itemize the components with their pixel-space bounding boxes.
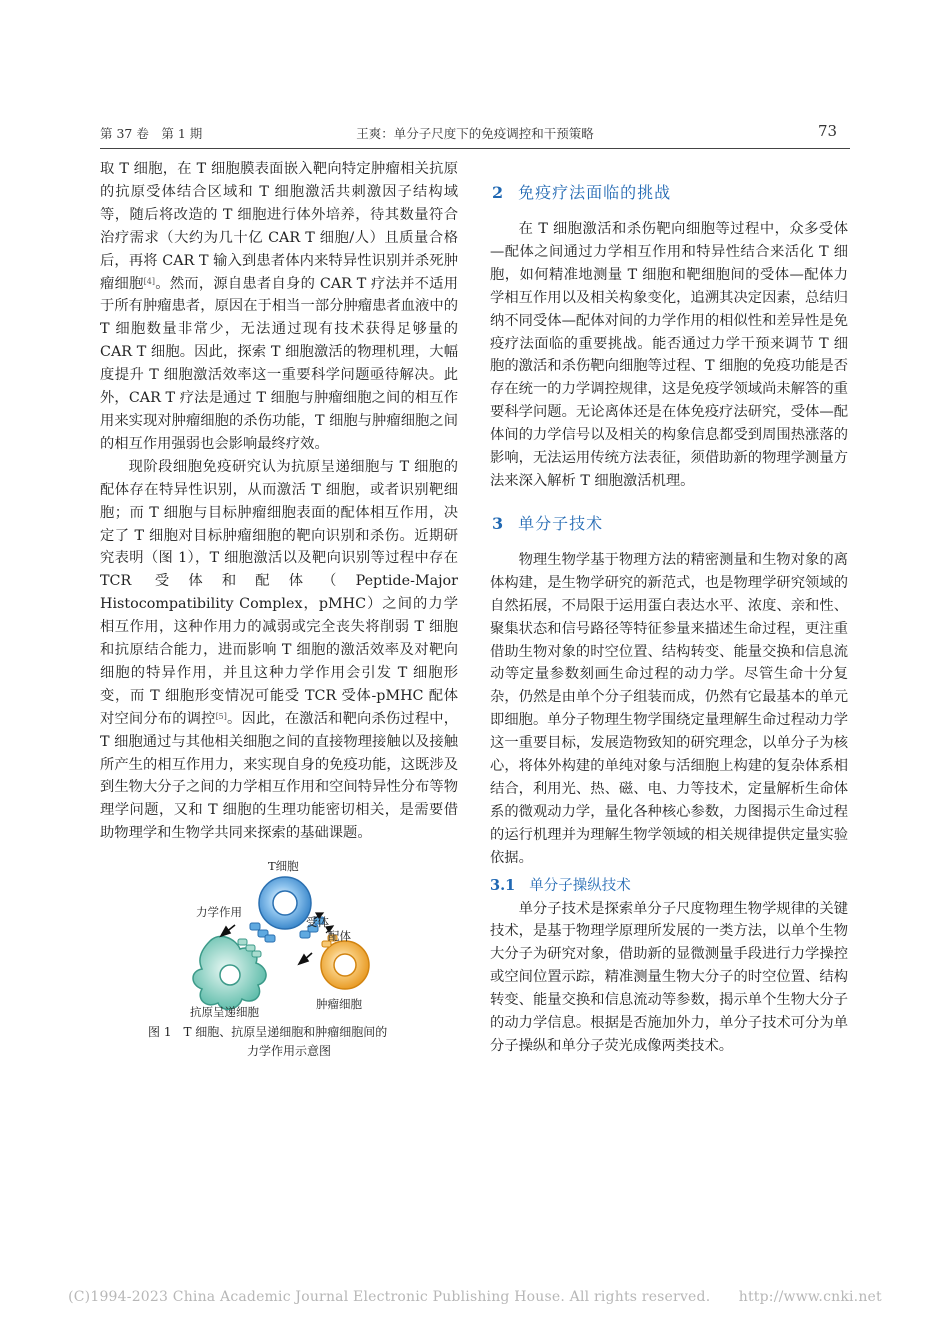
section-title: 免疫疗法面临的挑战 — [518, 183, 672, 202]
label-receptor: 受体 — [306, 915, 329, 930]
volume-issue: 第 37 卷 第 1 期 — [100, 126, 203, 141]
apc-nucleus — [220, 965, 240, 985]
section-heading-3 — [490, 507, 848, 541]
page-header — [0, 122, 950, 146]
section-number: 2 — [492, 183, 505, 202]
label-ligand: 配体 — [328, 929, 351, 944]
subsection-number: 3.1 — [490, 876, 516, 894]
label-tumor: 肿瘤细胞 — [316, 997, 362, 1012]
label-t-cell: T细胞 — [268, 859, 299, 874]
paragraph-text: 。然而，源自患者自身的 CAR T 疗法并不适用于所有肿瘤患者，原因在于相当一部分肿瘤患者血液中的 T 细胞数量非常少，无法通过现有技术获得足够量的 CAR T 细胞。因此，探索 T 细胞激活的物理机理，大幅度提升 T 细胞激活效率这一重要科学问题亟待解决。此外，CAR T 疗法是通过 T 细胞与肿瘤细胞之间的相互作用来实现对肿瘤细胞的杀伤功能，T 细胞与肿瘤细胞之间的相互作用强弱也会影响最终疗效。 — [100, 275, 459, 452]
label-apc: 抗原呈递细胞 — [190, 1005, 259, 1020]
tumor-cell-nucleus — [334, 954, 356, 976]
right-column — [490, 158, 848, 1058]
header-rule — [100, 148, 850, 149]
figure-1-illustration — [100, 853, 458, 1023]
figure-1-caption — [100, 1023, 458, 1061]
force-arrow-icon — [299, 953, 312, 964]
paragraph-car-t — [100, 158, 458, 456]
paragraph-single-molecule: 物理生物学基于物理方法的精密测量和生物对象的离体构建，是生物学研究的新范式，也是物理学研究领域的自然拓展，不局限于运用蛋白表达水平、浓度、亲和性、聚集状态和信号路径等特征参量来描述生命过程，更注重借助生物对象的时空位置、结构转变、能量交换和信息流动等定量参数刻画生命过程的动力学。尽管生命十分复杂，仍然是由单个分子组装而成，仍然有它最基本的单元即细胞。单分子物理生物学围绕定量理解生命过程动力学这一重要目标，发展造物致知的研究理念，以单分子为核心，将体外构建的单纯对象与活细胞上构建的复杂体系相结合，利用光、热、磁、电、力等技术，定量解析生命体系的微观动力学，量化各种核心参数，力图揭示生命过程的运行机理并为理解生物学领域的相关规律提供定量实验依据。 — [490, 551, 848, 866]
subsection-title: 单分子操纵技术 — [529, 877, 631, 894]
figure-number: 图 1 — [148, 1025, 172, 1040]
section-heading-2 — [490, 176, 848, 210]
left-column — [100, 158, 458, 1061]
paragraph-text: 取 T 细胞，在 T 细胞膜表面嵌入靶向特定肿瘤相关抗原的抗原受体结合区域和 T 细胞激活共刺激因子结构域等，随后将改造的 T 细胞进行体外培养，待其数量符合治疗需求（大约为几十亿 CAR T 细胞/人）且质量合格后，再将 CAR T 输入到患者体内来特异性识别并杀死肿瘤细胞 — [100, 161, 458, 292]
caption-line-1: T 细胞、抗原呈递细胞和肿瘤细胞间的 — [183, 1025, 388, 1040]
t-cell-nucleus — [273, 891, 297, 915]
paragraph-text: 。因此，在激活和靶向杀伤过程中，T 细胞通过与其他相关细胞之间的直接物理接触以及接触所产生的相互作用力，来实现自身的免疫功能，这既涉及到生物大分子之间的力学相互作用和空间特异性分布等物理学问题，又和 T 细胞的生理功能密切相关，是需要借助物理学和生物学共同来探索的基础课题。 — [100, 710, 459, 842]
caption-line-2: 力学作用示意图 — [246, 1044, 331, 1059]
figure-1 — [100, 853, 458, 1023]
citation-ref[interactable]: [5] — [215, 711, 227, 721]
paragraph-manipulation: 单分子技术是探索单分子尺度物理生物学规律的关键技术，是基于物理学原理所发展的一类方法，以单个生物大分子为研究对象，借助新的显微测量手段进行力学操控或空间位置示踪，精准测量生物大分子的时空位置、结构转变、能量交换和信息流动等参数，揭示单个生物大分子的动力学信息。根据是否施加外力，单分子技术可分为单分子操纵和单分子荧光成像两类技术。 — [490, 900, 848, 1054]
running-title: 王爽：单分子尺度下的免疫调控和干预策略 — [356, 126, 594, 141]
page-number: 73 — [818, 122, 838, 140]
paragraph-text: 现阶段细胞免疫研究认为抗原呈递细胞与 T 细胞的配体存在特异性识别，从而激活 T 细胞，或者识别靶细胞；而 T 细胞与目标肿瘤细胞表面的配体相互作用，决定了 T 细胞对目标肿瘤细胞的靶向识别和杀伤。近期研究表明（图 1），T 细胞激活以及靶向识别等过程中存在 TCR 受体和配体（Peptide-Major Histocompatibility Complex，pMHC）之间的力学相互作用，这种作用力的减弱或完全丧失将削弱 T 细胞和抗原结合能力，进而影响 T 细胞的激活效率及对靶向细胞的特异作用，并且这种力学作用会引发 T 细胞形变，而 T 细胞形变情况可能受 TCR 受体-pMHC 配体对空间分布的调控 — [100, 458, 458, 727]
paragraph-immunity — [100, 456, 458, 845]
copyright-footer: (C)1994-2023 China Academic Journal Electronic Publishing House. All rights reserved. http://www.cnki.net — [68, 1289, 882, 1305]
section-number: 3 — [492, 513, 505, 533]
label-force: 力学作用 — [196, 905, 242, 920]
citation-ref[interactable]: [4] — [143, 276, 155, 286]
section-title: 单分子技术 — [518, 513, 604, 533]
subsection-heading-3-1 — [490, 874, 848, 898]
paragraph-challenges: 在 T 细胞激活和杀伤靶向细胞等过程中，众多受体—配体之间通过力学相互作用和特异性结合来活化 T 细胞，如何精准地测量 T 细胞和靶细胞间的受体—配体力学相互作用以及相关构象变化，追溯其决定因素，总结归纳不同受体—配体对间的力学作用的相似性和差异性是免疫疗法面临的重要挑战。能否通过力学干预来调节 T 细胞的激活和杀伤靶向细胞等过程、T 细胞的免疫功能是否存在统一的力学调控规律，这是免疫学领域尚未解答的重要科学问题。无论离体还是在体免疫疗法研究，受体—配体间的力学信号以及相关的构象信息都受到周围热涨落的影响，无法运用传统方法表征，须借助新的物理学测量方法来深入解析 T 细胞激活机理。 — [490, 221, 848, 489]
force-arrow-icon — [221, 925, 235, 936]
